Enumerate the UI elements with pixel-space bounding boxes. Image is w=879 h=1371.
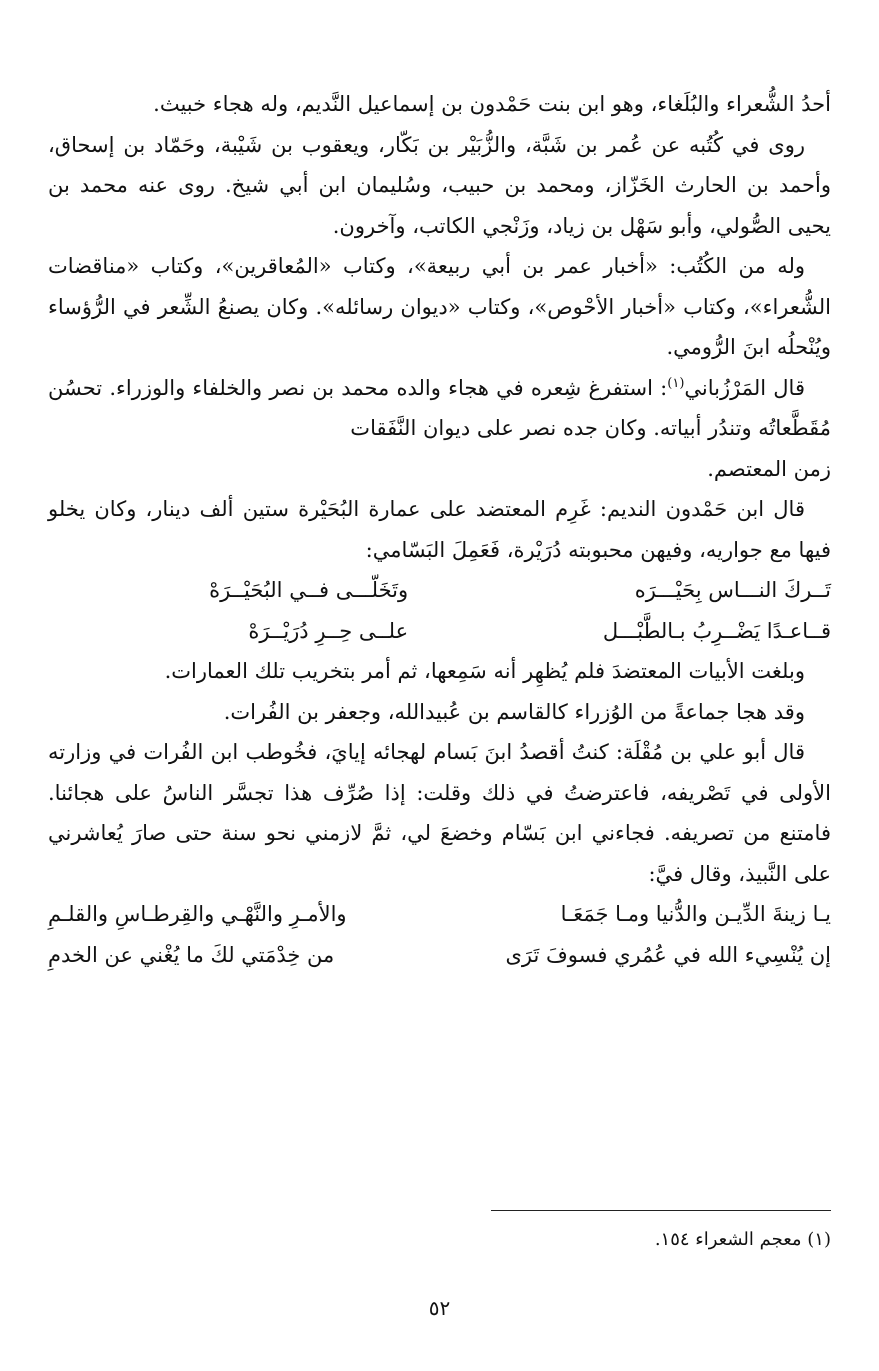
paragraph-era: زمن المعتصم.	[707, 456, 831, 481]
paragraph-books: وله من الكُتُب: «أخبار عمر بن أبي ربيعة»، وكتاب «المُعاقرين»، وكتاب «مناقضات الشُّعراء»، وكتاب «أخبار الأحْوص»، وكتاب «ديوان رسائله». وكان يصنعُ الشِّعر في الرُّؤساء ويُنْحلُه ابنَ الرُّومي.	[48, 254, 831, 359]
verse-first-hemistich: قــاعـدًا يَضْــرِبُ بـالطَّبْـــل	[602, 618, 831, 643]
paragraph-biography: أحدُ الشُّعراء والبُلَغاء، وهو ابن بنت حَمْدون بن إسماعيل النَّديم، وله هجاء خبيث.	[153, 92, 831, 116]
verse-line	[48, 570, 831, 611]
verse-second-hemistich: والأمـرِ والنَّهْـي والقِرطـاسِ والقلـمِ	[48, 902, 347, 926]
verse-second-hemistich: من خِدْمَتي لكَ ما يُغْني عن الخدمِ	[48, 942, 335, 967]
verse-first-hemistich: إن يُنْسِيء الله في عُمُري فسوفَ تَرَى	[505, 942, 831, 967]
verse-line	[48, 935, 831, 976]
paragraph-narrators: روى في كُتُبه عن عُمر بن شَبَّة، والزُّبَيْر بن بَكّار، ويعقوب بن شَيْبة، وحَمّاد بن إسحاق، وأحمد بن الحارث الخَزّاز، ومحمد بن حبيب، وسُليمان ابن أبي شيخ. روى عنه محمد بن يحيى الصُّولي، وأبو سَهْل بن زياد، وزَنْجي الكاتب، وآخرون.	[48, 132, 831, 238]
page-number: ٥٢	[428, 1296, 451, 1320]
main-text	[48, 84, 831, 975]
verse-second-hemistich: علــى حِــرِ دُرَيْــرَهْ	[248, 618, 409, 643]
verse-first-hemistich: تَــركَ النـــاس بِحَيْـــرَه	[634, 578, 831, 602]
footnote-reference: (١)	[667, 375, 685, 391]
footnote: (١) معجم الشعراء ١٥٤.	[654, 1229, 831, 1250]
paragraph-ibn-muqla: قال أبو علي بن مُقْلَة: كنتُ أقصدُ ابنَ بَسام لهجائه إيايَ، فخُوطب ابن الفُرات في وزارته الأولى في تَصْريفه، فاعترضتُ في ذلك وقلت: إذا صُرِّف هذا تجسَّر الناسُ على هجائنا. فامتنع من تصريفه. فجاءني ابن بَسّام وخضعَ لي، ثمَّ لازمني نحو سنة حتى صارَ يُعاشرني على النَّبيذ، وقال فيَّ:	[48, 740, 831, 886]
verse-line	[48, 894, 831, 935]
paragraph-buhayra: قال ابن حَمْدون النديم: غَرِم المعتضد على عمارة البُحَيْرة ستين ألف دينار، وكان يخلو فيها مع جواريه، وفيهن محبوبته دُرَيْرة، فَعَمِلَ البَسّامي:	[48, 497, 831, 562]
footnote-divider	[491, 1210, 831, 1211]
paragraph-reaction: وبلغت الأبيات المعتضدَ فلم يُظهِر أنه سَمِعها، ثم أمر بتخريب تلك العمارات.	[164, 659, 805, 683]
paragraph-marzubani	[48, 368, 831, 449]
marzubani-text-end: : استفرغ شِعره في هجاء والده محمد بن نصر والخلفاء والوزراء. تحسُن مُقَطَّعاتُه وتندُر أبياته. وكان جده نصر على ديوان النَّفَقات	[48, 375, 831, 440]
marzubani-text-start: قال المَرْزُباني	[684, 375, 805, 400]
verse-line	[48, 611, 831, 652]
verse-first-hemistich: يـا زينةَ الدِّيـن والدُّنيا ومـا جَمَعَـا	[560, 902, 831, 926]
verse-second-hemistich: وتَخَلّـــى فــي البُحَيْــرَهْ	[209, 578, 409, 602]
paragraph-satire: وقد هجا جماعةً من الوُزراء كالقاسم بن عُبيدالله، وجعفر بن الفُرات.	[223, 699, 805, 724]
